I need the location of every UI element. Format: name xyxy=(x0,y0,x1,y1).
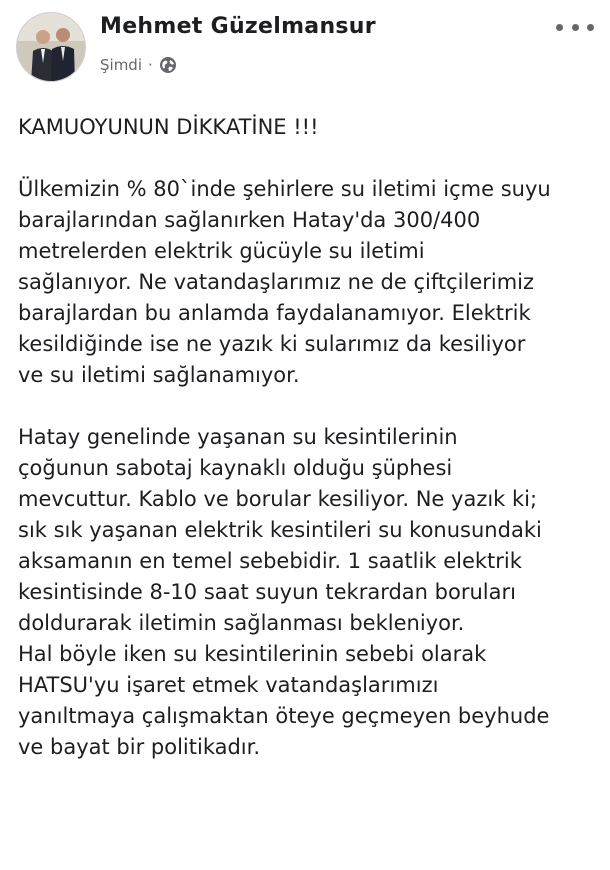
more-options-icon xyxy=(587,24,594,31)
post-body xyxy=(18,112,602,763)
globe-icon[interactable] xyxy=(159,56,177,74)
post-paragraph-2: Hatay genelinde yaşanan su kesintilerinin çoğunun sabotaj kaynaklı olduğu şüphesi mevcuttur. Kablo ve borular kesiliyor. Ne yazık ki; sık sık yaşanan elektrik kesintileri su konusundaki aksamanın en temel sebebidir. 1 saatlik elektrik kesintisinde 8-10 saat suyun tekrardan boruları doldurarak iletimin sağlanması bekleniyor. Hal böyle iken su kesintilerinin sebebi olarak HATSU'yu işaret etmek vatandaşlarımızı yanıltmaya çalışmaktan öteye geçmeyen beyhude ve bayat bir politikadır. xyxy=(18,425,550,759)
paragraph-gap xyxy=(18,391,602,422)
avatar-photo xyxy=(17,13,86,82)
author-name[interactable]: Mehmet Güzelmansur xyxy=(100,14,376,39)
post-meta xyxy=(100,56,177,74)
post-heading: KAMUOYUNUN DİKKATİNE !!! xyxy=(18,115,319,139)
meta-separator: · xyxy=(148,56,153,74)
more-options-icon xyxy=(572,24,579,31)
more-options-icon xyxy=(556,24,563,31)
avatar[interactable] xyxy=(16,12,86,82)
paragraph-gap xyxy=(18,143,602,174)
post-header xyxy=(0,0,610,92)
post-paragraph-1: Ülkemizin % 80`inde şehirlere su iletimi içme suyu barajlarından sağlanırken Hatay'da 300/400 metrelerden elektrik gücüyle su iletimi sağlanıyor. Ne vatandaşlarımız ne de çiftçilerimiz barajlardan bu anlamda faydalanamıyor. Elektrik kesildiğinde ise ne yazık ki sularımız da kesiliyor ve su iletimi sağlanamıyor. xyxy=(18,177,551,387)
more-options-button[interactable] xyxy=(556,16,594,38)
post-timestamp[interactable]: Şimdi xyxy=(100,56,142,74)
